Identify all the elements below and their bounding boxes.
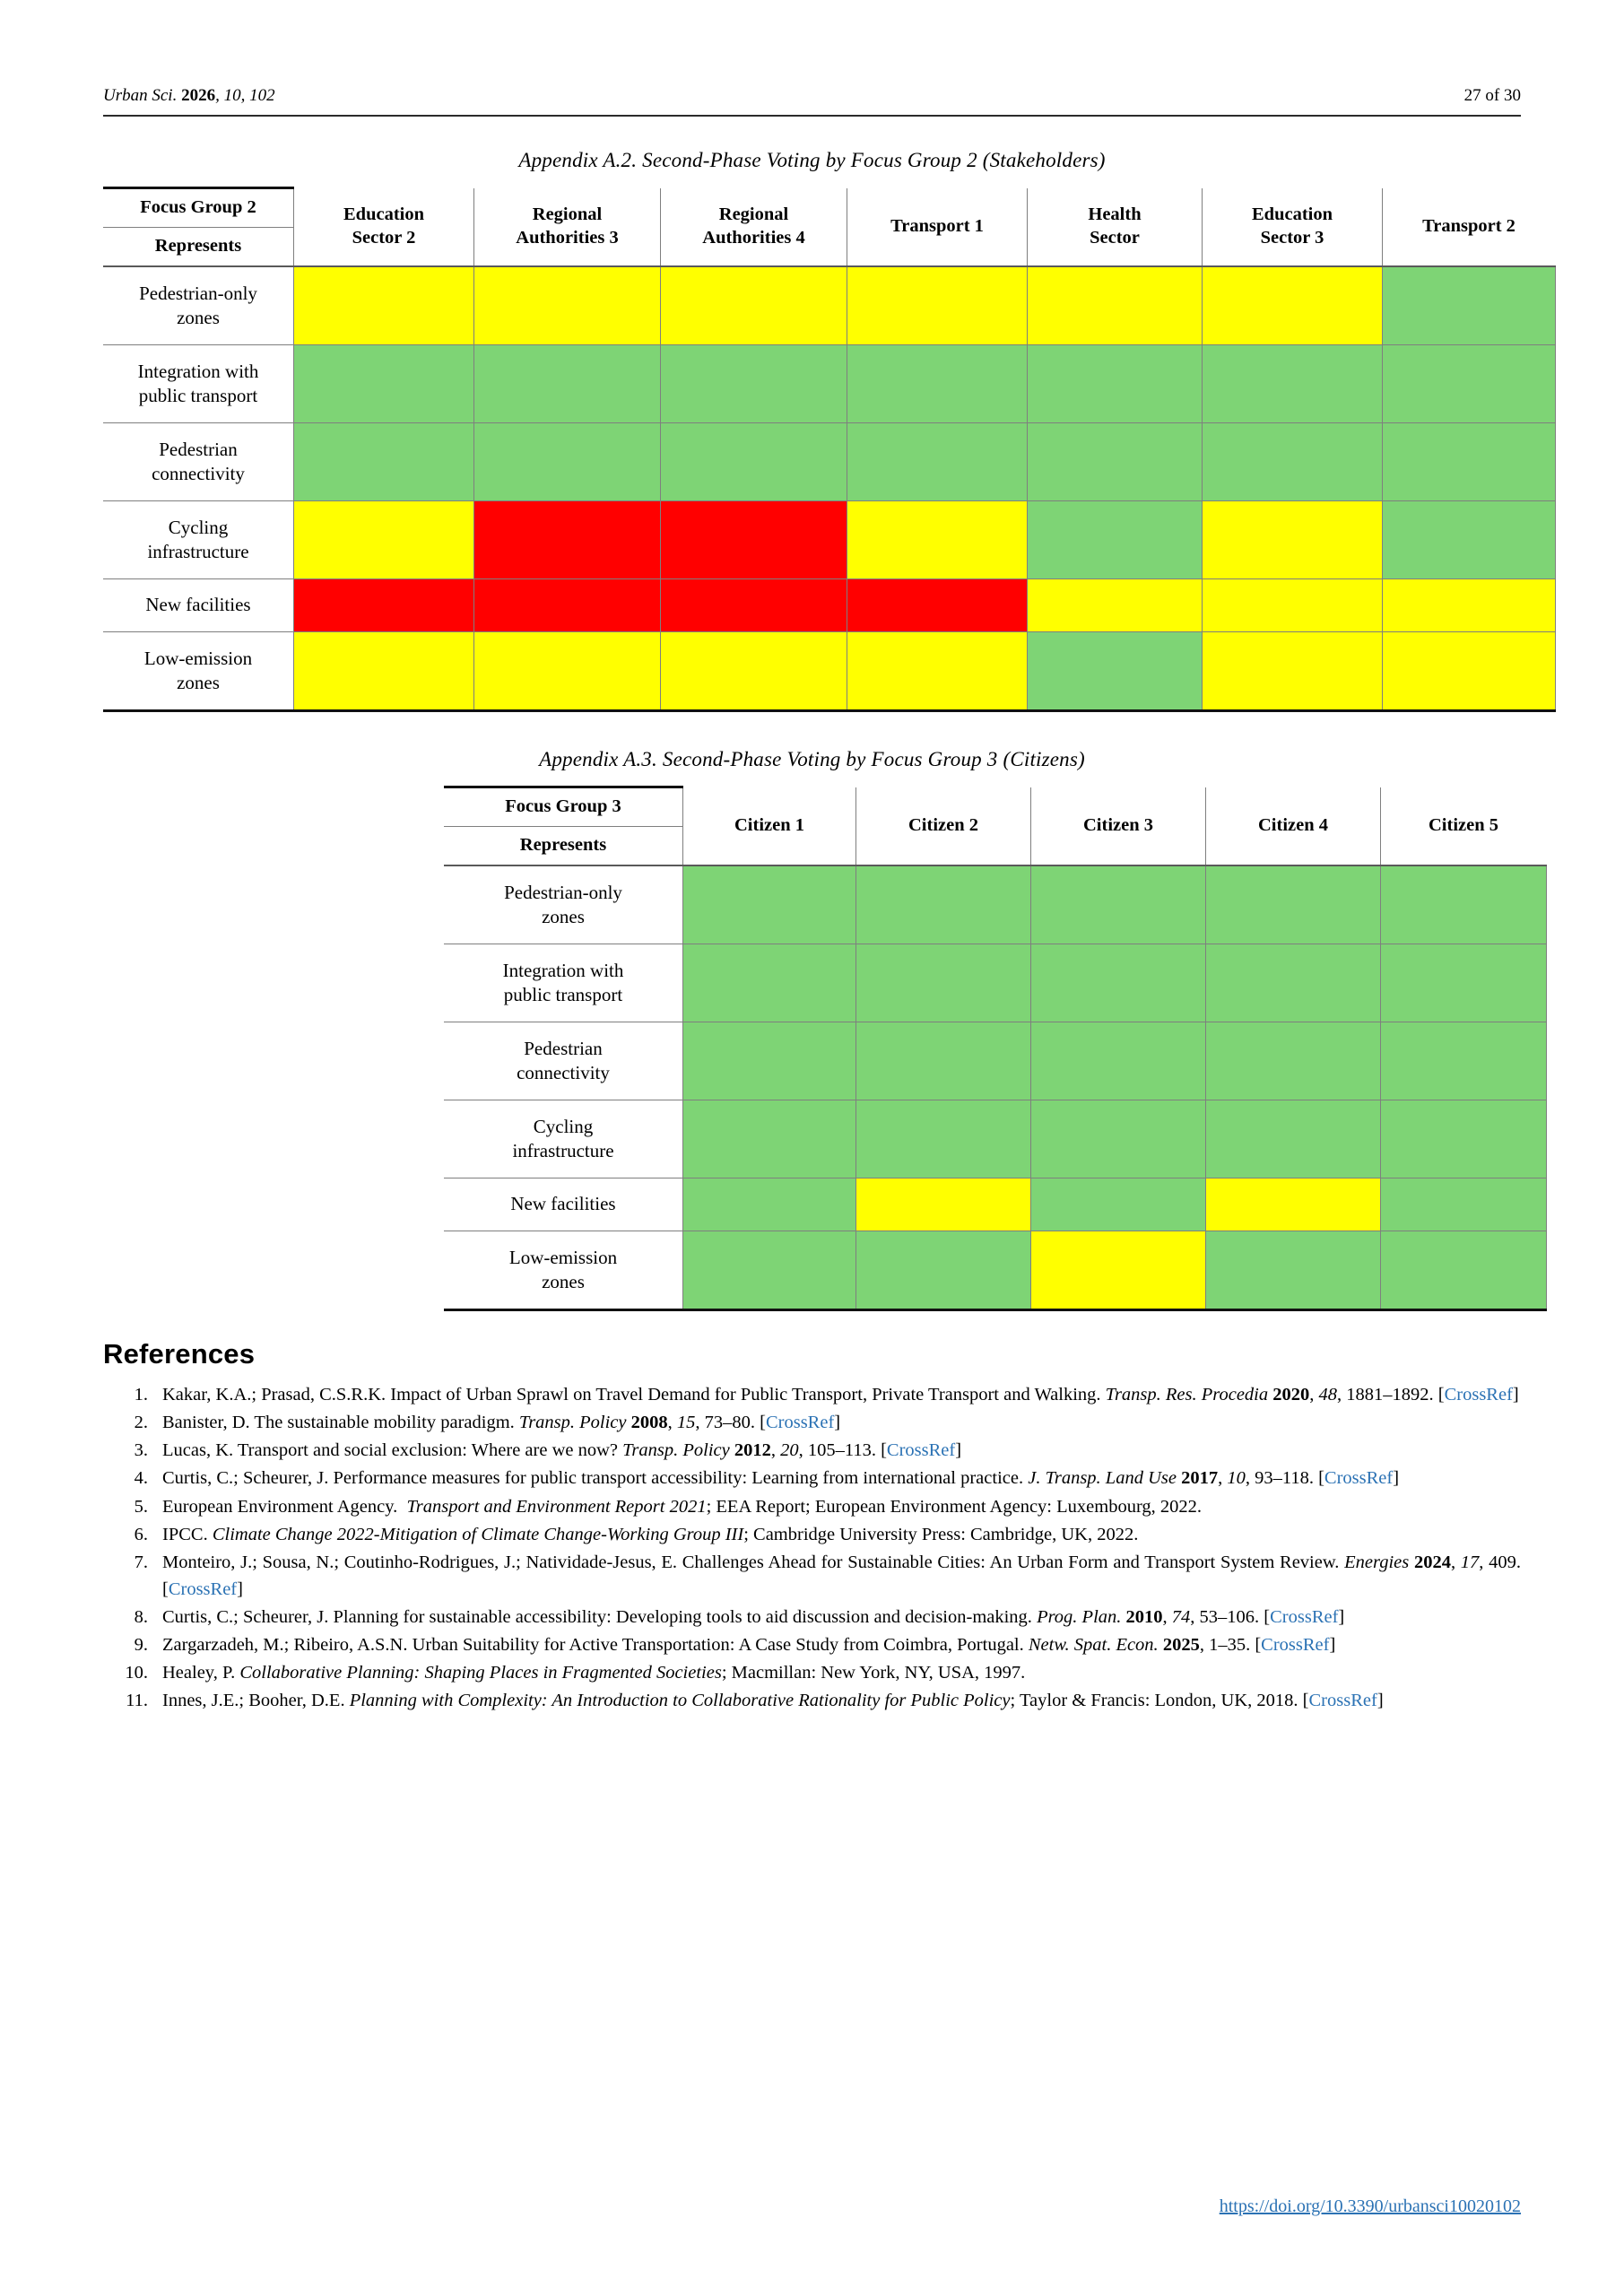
row-label-line2: infrastructure	[147, 541, 249, 562]
vote-cell	[1028, 579, 1203, 632]
row-label-line2: connectivity	[517, 1062, 610, 1083]
vote-cell	[474, 266, 661, 345]
column-header-3-line2: Authorities 4	[702, 227, 805, 248]
reference-item	[103, 1631, 1521, 1658]
vote-cell	[1028, 632, 1203, 711]
vote-cell	[294, 266, 474, 345]
table-row	[444, 1022, 1546, 1100]
appendix-a3-caption: Appendix A.3. Second-Phase Voting by Focus Group 3 (Citizens)	[539, 748, 1085, 770]
column-header-4-line1: Transport 1	[890, 215, 984, 236]
reference-text: European Environment Agency. Transport and Environment Report 2021; EEA Report; European Environment Agency: Luxembourg, 2022.	[162, 1496, 1203, 1517]
column-header-1	[294, 188, 474, 267]
row-label-line2: zones	[177, 307, 220, 328]
appendix-a3-table	[444, 786, 1547, 1311]
vote-cell	[856, 1178, 1031, 1231]
table-row	[444, 865, 1546, 944]
references-heading: References	[103, 1338, 256, 1370]
row-label-line1: Pedestrian-only	[139, 282, 257, 304]
vote-cell	[1028, 423, 1203, 501]
row-label	[444, 1022, 683, 1100]
reference-number: 9.	[134, 1635, 148, 1656]
running-head	[103, 0, 1521, 106]
row-label	[444, 944, 683, 1022]
row-label	[103, 266, 294, 345]
vote-cell	[294, 501, 474, 579]
column-header-6-line2: Sector 3	[1260, 227, 1324, 248]
vote-cell	[661, 266, 847, 345]
corner-header-focus-group: Focus Group 3	[444, 787, 683, 827]
table-row	[444, 944, 1546, 1022]
column-header-6-line1: Education	[1252, 204, 1333, 225]
row-label-line1: Integration with	[502, 959, 624, 981]
vote-cell	[847, 345, 1028, 423]
vote-cell	[1381, 1022, 1547, 1100]
vote-cell	[474, 345, 661, 423]
appendix-a2-caption: Appendix A.2. Second-Phase Voting by Focus Group 2 (Stakeholders)	[518, 149, 1106, 171]
table-row	[103, 579, 1555, 632]
column-header-2	[474, 188, 661, 267]
vote-cell	[1203, 345, 1383, 423]
journal-year: 2026	[181, 86, 216, 105]
appendix-a2-table	[103, 187, 1556, 712]
vote-cell	[1206, 1178, 1381, 1231]
row-label	[444, 865, 683, 944]
references-list	[103, 1381, 1521, 1715]
row-label-line1: New facilities	[510, 1193, 616, 1215]
vote-cell	[683, 1022, 856, 1100]
table-row	[444, 1231, 1546, 1310]
table-row	[103, 632, 1555, 711]
vote-cell	[1383, 266, 1556, 345]
vote-cell	[1206, 865, 1381, 944]
header-rule	[103, 115, 1521, 117]
column-header-5: Citizen 5	[1381, 787, 1547, 866]
column-header-1-line2: Sector 2	[352, 227, 416, 248]
row-label-line1: New facilities	[145, 594, 251, 616]
corner-header-focus-group: Focus Group 2	[103, 188, 294, 228]
vote-cell	[847, 579, 1028, 632]
column-header-5-line2: Sector	[1090, 227, 1140, 248]
vote-cell	[1203, 579, 1383, 632]
row-label-line2: zones	[542, 906, 585, 927]
reference-number: 6.	[134, 1524, 148, 1544]
row-label-line2: connectivity	[152, 463, 245, 484]
vote-cell	[661, 579, 847, 632]
row-label	[444, 1178, 683, 1231]
journal-name: Urban Sci.	[103, 86, 178, 105]
appendix-a3-thead	[444, 787, 1546, 866]
row-label-line2: zones	[542, 1271, 585, 1292]
vote-cell	[661, 501, 847, 579]
reference-text: Curtis, C.; Scheurer, J. Performance measures for public transport accessibility: Learning from international practice. J. Transp. Land Use 2017, 10, 93–118. [CrossRef]	[162, 1468, 1400, 1489]
vote-cell	[1031, 1178, 1206, 1231]
reference-number: 10.	[125, 1663, 148, 1683]
vote-cell	[1206, 1231, 1381, 1310]
appendix-a2-thead	[103, 188, 1555, 267]
row-label-line2: infrastructure	[512, 1140, 614, 1161]
vote-cell	[474, 423, 661, 501]
table-row	[103, 345, 1555, 423]
vote-cell	[294, 579, 474, 632]
reference-number: 4.	[134, 1468, 148, 1489]
reference-text: Lucas, K. Transport and social exclusion: Where are we now? Transp. Policy 2012, 20, 105–113. [CrossRef]	[162, 1440, 962, 1461]
vote-cell	[1383, 345, 1556, 423]
column-header-6	[1203, 188, 1383, 267]
column-header-7	[1383, 188, 1556, 267]
vote-cell	[474, 579, 661, 632]
reference-item	[103, 1659, 1521, 1686]
column-header-3: Citizen 3	[1031, 787, 1206, 866]
row-label-line1: Cycling	[533, 1115, 594, 1137]
vote-cell	[661, 345, 847, 423]
column-header-4: Citizen 4	[1206, 787, 1381, 866]
column-header-5-line1: Health	[1088, 204, 1142, 225]
reference-number: 1.	[134, 1385, 148, 1405]
reference-item	[103, 1409, 1521, 1436]
row-label-line2: zones	[177, 672, 220, 693]
reference-number: 11.	[126, 1691, 148, 1711]
reference-text: Curtis, C.; Scheurer, J. Planning for sustainable accessibility: Developing tools to aid discussion and decision-making. Prog. Plan. 2010, 74, 53–106. [CrossRef]	[162, 1607, 1345, 1627]
table-row	[444, 1100, 1546, 1178]
vote-cell	[856, 944, 1031, 1022]
row-label	[103, 632, 294, 711]
reference-item	[103, 1604, 1521, 1631]
vote-cell	[1206, 1022, 1381, 1100]
column-header-1: Citizen 1	[683, 787, 856, 866]
vote-cell	[847, 632, 1028, 711]
page-indicator: 27 of 30	[1463, 86, 1521, 105]
reference-number: 3.	[134, 1440, 148, 1461]
vote-cell	[1203, 423, 1383, 501]
journal-article-number: 102	[249, 86, 275, 105]
row-label	[444, 1100, 683, 1178]
reference-number: 8.	[134, 1607, 148, 1627]
row-label	[444, 1231, 683, 1310]
row-label-line1: Pedestrian-only	[504, 881, 622, 903]
reference-item	[103, 1493, 1521, 1520]
vote-cell	[294, 632, 474, 711]
row-label-line1: Cycling	[168, 516, 229, 538]
reference-number: 5.	[134, 1496, 148, 1517]
table-row	[103, 266, 1555, 345]
vote-cell	[847, 423, 1028, 501]
vote-cell	[1203, 266, 1383, 345]
vote-cell	[683, 1231, 856, 1310]
reference-item	[103, 1521, 1521, 1548]
reference-text: Banister, D. The sustainable mobility paradigm. Transp. Policy 2008, 15, 73–80. [CrossRef]	[162, 1413, 841, 1433]
vote-cell	[856, 1100, 1031, 1178]
column-header-3-line1: Regional	[718, 204, 789, 225]
corner-header-represents: Represents	[103, 228, 294, 267]
reference-number: 2.	[134, 1413, 148, 1433]
row-label-line1: Pedestrian	[524, 1037, 603, 1059]
column-header-4	[847, 188, 1028, 267]
row-label-line1: Integration with	[137, 360, 259, 382]
vote-cell	[856, 1022, 1031, 1100]
vote-cell	[683, 865, 856, 944]
vote-cell	[856, 865, 1031, 944]
vote-cell	[683, 944, 856, 1022]
row-label	[103, 579, 294, 632]
reference-text: Monteiro, J.; Sousa, N.; Coutinho-Rodrigues, J.; Natividade-Jesus, E. Challenges Ahead for Sustainable Cities: An Urban Form and Transport System Review. Energies 2024, 17, 409. [CrossRef]	[162, 1552, 1521, 1599]
vote-cell	[847, 266, 1028, 345]
vote-cell	[1383, 501, 1556, 579]
vote-cell	[1381, 1178, 1547, 1231]
column-header-2-line2: Authorities 3	[516, 227, 619, 248]
reference-item	[103, 1437, 1521, 1464]
vote-cell	[474, 632, 661, 711]
vote-cell	[294, 423, 474, 501]
vote-cell	[1383, 579, 1556, 632]
vote-cell	[1381, 944, 1547, 1022]
reference-text: Kakar, K.A.; Prasad, C.S.R.K. Impact of Urban Sprawl on Travel Demand for Public Transport, Private Transport and Walking. Transp. Res. Procedia 2020, 48, 1881–1892. [CrossRef]	[162, 1385, 1519, 1405]
appendix-a2-tbody	[103, 266, 1555, 711]
vote-cell	[1381, 1231, 1547, 1310]
row-label	[103, 501, 294, 579]
reference-text: IPCC. Climate Change 2022-Mitigation of Climate Change-Working Group III; Cambridge University Press: Cambridge, UK, 2022.	[162, 1524, 1139, 1544]
reference-text: Healey, P. Collaborative Planning: Shaping Places in Fragmented Societies; Macmillan: New York, NY, USA, 1997.	[162, 1663, 1026, 1683]
reference-item	[103, 1381, 1521, 1408]
column-header-1-line1: Education	[343, 204, 424, 225]
vote-cell	[1383, 632, 1556, 711]
vote-cell	[1028, 345, 1203, 423]
table-row	[103, 423, 1555, 501]
vote-cell	[1028, 501, 1203, 579]
vote-cell	[1381, 1100, 1547, 1178]
vote-cell	[474, 501, 661, 579]
vote-cell	[661, 423, 847, 501]
doi-link[interactable]: https://doi.org/10.3390/urbansci10020102	[1219, 2196, 1521, 2216]
vote-cell	[1031, 944, 1206, 1022]
reference-text: Innes, J.E.; Booher, D.E. Planning with Complexity: An Introduction to Collaborative Rationality for Public Policy; Taylor & Francis: London, UK, 2018. [CrossRef]	[162, 1691, 1384, 1711]
vote-cell	[661, 632, 847, 711]
vote-cell	[1028, 266, 1203, 345]
vote-cell	[1203, 632, 1383, 711]
column-header-2-line1: Regional	[532, 204, 603, 225]
vote-cell	[294, 345, 474, 423]
table-header-row-1	[103, 188, 1555, 228]
reference-text: Zargarzadeh, M.; Ribeiro, A.S.N. Urban Suitability for Active Transportation: A Case Study from Coimbra, Portugal. Netw. Spat. Econ. 2025, 1–35. [CrossRef]	[162, 1635, 1336, 1656]
vote-cell	[847, 501, 1028, 579]
row-label-line2: public transport	[138, 385, 258, 406]
row-label-line1: Low-emission	[143, 647, 253, 669]
row-label	[103, 345, 294, 423]
row-label-line2: public transport	[503, 984, 623, 1005]
vote-cell	[1031, 1100, 1206, 1178]
appendix-a3-tbody	[444, 865, 1546, 1310]
vote-cell	[1206, 944, 1381, 1022]
table-row	[444, 1178, 1546, 1231]
reference-item	[103, 1687, 1521, 1714]
journal-volume: 10	[223, 86, 241, 105]
vote-cell	[1031, 1231, 1206, 1310]
reference-number: 7.	[134, 1552, 148, 1572]
column-header-2: Citizen 2	[856, 787, 1031, 866]
running-head-citation: Urban Sci. 2026, 10, 102	[103, 86, 275, 105]
column-header-3	[661, 188, 847, 267]
table-row	[103, 501, 1555, 579]
vote-cell	[1381, 865, 1547, 944]
vote-cell	[1203, 501, 1383, 579]
column-header-7-line1: Transport 2	[1422, 215, 1515, 236]
vote-cell	[683, 1178, 856, 1231]
vote-cell	[1031, 865, 1206, 944]
vote-cell	[1383, 423, 1556, 501]
row-label-line1: Low-emission	[508, 1246, 618, 1268]
reference-item	[103, 1465, 1521, 1492]
row-label	[103, 423, 294, 501]
vote-cell	[683, 1100, 856, 1178]
vote-cell	[1206, 1100, 1381, 1178]
column-header-5	[1028, 188, 1203, 267]
corner-header-represents: Represents	[444, 827, 683, 866]
vote-cell	[856, 1231, 1031, 1310]
row-label-line1: Pedestrian	[159, 438, 238, 460]
reference-item	[103, 1549, 1521, 1603]
vote-cell	[1031, 1022, 1206, 1100]
table-header-row-1	[444, 787, 1546, 827]
